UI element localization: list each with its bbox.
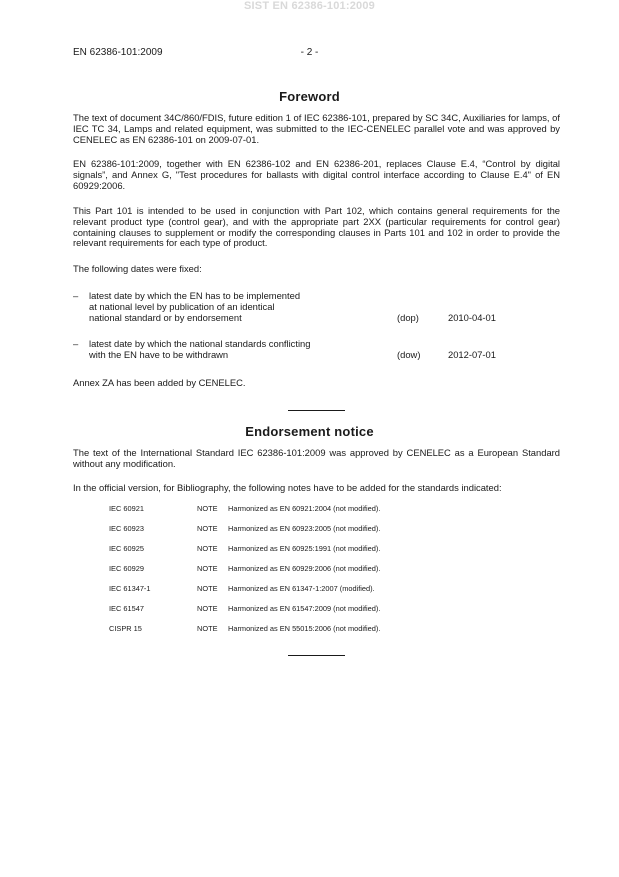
watermark: SIST EN 62386-101:2009: [244, 0, 375, 12]
foreword-paragraph-2: EN 62386-101:2009, together with EN 62386-102 and EN 62386-201, replaces Clause E.4, “Control by digital signals”, and Annex G, "Test procedures for ballasts with digital control interface according to Clause E.4" of EN 60929:2006.: [73, 158, 560, 191]
note-label: NOTE: [197, 524, 218, 533]
list-item: [109, 504, 559, 524]
list-item: [109, 564, 559, 584]
list-item: [109, 544, 559, 564]
note-text: Harmonized as EN 60925:1991 (not modified).: [228, 544, 381, 553]
note-text: Harmonized as EN 60921:2004 (not modified).: [228, 504, 381, 513]
date-item-dop: [73, 291, 560, 325]
date-item-text: [89, 291, 389, 323]
list-item: [109, 584, 559, 604]
date-value: 2012-07-01: [448, 349, 496, 360]
note-label: NOTE: [197, 544, 218, 553]
section-divider: [288, 410, 345, 411]
date-item-line: latest date by which the national standards conflicting: [89, 338, 311, 349]
note-label: NOTE: [197, 584, 218, 593]
endorsement-paragraph-2: In the official version, for Bibliography, the following notes have to be added for the standards indicated:: [73, 482, 502, 493]
date-abbreviation: (dop): [397, 312, 419, 323]
standard-id: IEC 60921: [109, 504, 144, 513]
note-label: NOTE: [197, 624, 218, 633]
annex-note: Annex ZA has been added by CENELEC.: [73, 377, 246, 388]
date-item-dow: [73, 339, 560, 363]
note-label: NOTE: [197, 564, 218, 573]
list-item: [109, 604, 559, 624]
date-abbreviation: (dow): [397, 349, 421, 360]
dash-bullet: –: [73, 338, 79, 349]
endorsement-paragraph-1: The text of the International Standard IEC 62386-101:2009 was approved by CENELEC as a European Standard without any modification.: [73, 447, 560, 469]
note-text: Harmonized as EN 61547:2009 (not modified).: [228, 604, 381, 613]
date-item-line: with the EN have to be withdrawn: [89, 348, 229, 360]
foreword-title: Foreword: [279, 89, 340, 104]
date-value: 2010-04-01: [448, 312, 496, 323]
note-text: Harmonized as EN 61347-1:2007 (modified).: [228, 584, 375, 593]
date-item-line: national standard or by endorsement: [89, 311, 242, 323]
standard-id: CISPR 15: [109, 624, 142, 633]
list-item: [109, 624, 559, 644]
standard-id: IEC 60925: [109, 544, 144, 553]
section-divider: [288, 655, 345, 656]
document-id: EN 62386-101:2009: [73, 47, 163, 58]
dash-bullet: –: [73, 290, 79, 301]
note-text: Harmonized as EN 60929:2006 (not modified).: [228, 564, 381, 573]
bibliography-notes-list: [109, 504, 559, 644]
endorsement-title: Endorsement notice: [245, 424, 374, 439]
date-item-line: at national level by publication of an identical: [89, 300, 275, 312]
standard-id: IEC 61547: [109, 604, 144, 613]
note-label: NOTE: [197, 504, 218, 513]
list-item: [109, 524, 559, 544]
foreword-paragraph-1: The text of document 34C/860/FDIS, future edition 1 of IEC 62386-101, prepared by SC 34C, Auxiliaries for lamps, of IEC TC 34, Lamps and related equipment, was submitted to the IEC-CENELEC parallel vote and was approved by CENELEC as EN 62386-101 on 2009-07-01.: [73, 112, 560, 145]
dates-intro: The following dates were fixed:: [73, 263, 202, 274]
note-text: Harmonized as EN 60923:2005 (not modified).: [228, 524, 381, 533]
date-item-line: latest date by which the EN has to be implemented: [89, 290, 301, 301]
page-number: - 2 -: [300, 47, 319, 58]
note-text: Harmonized as EN 55015:2006 (not modified).: [228, 624, 381, 633]
date-item-text: [89, 339, 389, 361]
standard-id: IEC 60929: [109, 564, 144, 573]
note-label: NOTE: [197, 604, 218, 613]
foreword-paragraph-3: This Part 101 is intended to be used in conjunction with Part 102, which contains general requirements for the relevant product type (control gear), and with the appropriate part 2XX (particular requirements for control gear) containing clauses to supplement or modify the corresponding clauses in Parts 101 and 102 in order to provide the relevant requirements for each type of product.: [73, 205, 560, 249]
standard-id: IEC 61347-1: [109, 584, 151, 593]
standard-id: IEC 60923: [109, 524, 144, 533]
